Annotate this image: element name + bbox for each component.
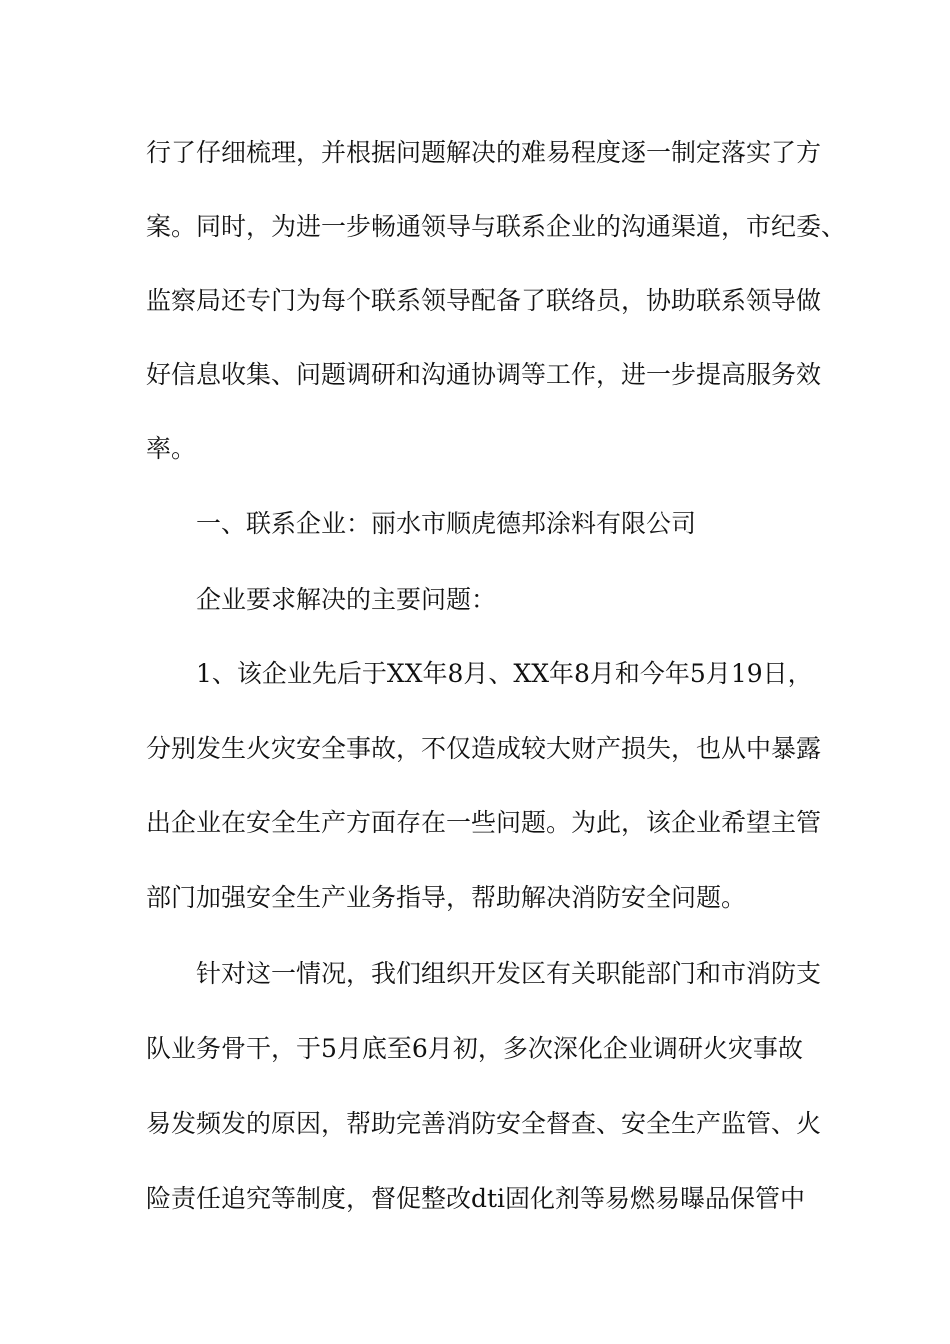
text-line: 针对这一情况，我们组织开发区有关职能部门和市消防支	[196, 959, 822, 988]
text-line: 分别发生火灾安全事故，不仅造成较大财产损失，也从中暴露	[146, 734, 822, 763]
text-line: 易发频发的原因，帮助完善消防安全督查、安全生产监管、火	[146, 1109, 822, 1138]
text-line: 行了仔细梳理，并根据问题解决的难易程度逐一制定落实了方	[146, 138, 822, 167]
text-line: 队业务骨干，于5月底至6月初，多次深化企业调研火灾事故	[146, 1034, 803, 1063]
text-line: 率。	[146, 434, 197, 463]
section-heading: 一、联系企业：丽水市顺虎德邦涂料有限公司	[196, 509, 697, 538]
text-line: 1、该企业先后于XX年8月、XX年8月和今年5月19日，	[196, 659, 813, 688]
subheading: 企业要求解决的主要问题：	[196, 585, 497, 614]
text-line: 险责任追究等制度，督促整改dti固化剂等易燃易曝品保管中	[146, 1184, 806, 1213]
text-line: 好信息收集、问题调研和沟通协调等工作，进一步提高服务效	[146, 360, 822, 389]
text-line: 部门加强安全生产业务指导，帮助解决消防安全问题。	[146, 883, 747, 912]
text-line: 出企业在安全生产方面存在一些问题。为此，该企业希望主管	[146, 808, 822, 837]
text-line: 案。同时，为进一步畅通领导与联系企业的沟通渠道，市纪委、	[146, 212, 847, 241]
text-line: 监察局还专门为每个联系领导配备了联络员，协助联系领导做	[146, 286, 822, 315]
